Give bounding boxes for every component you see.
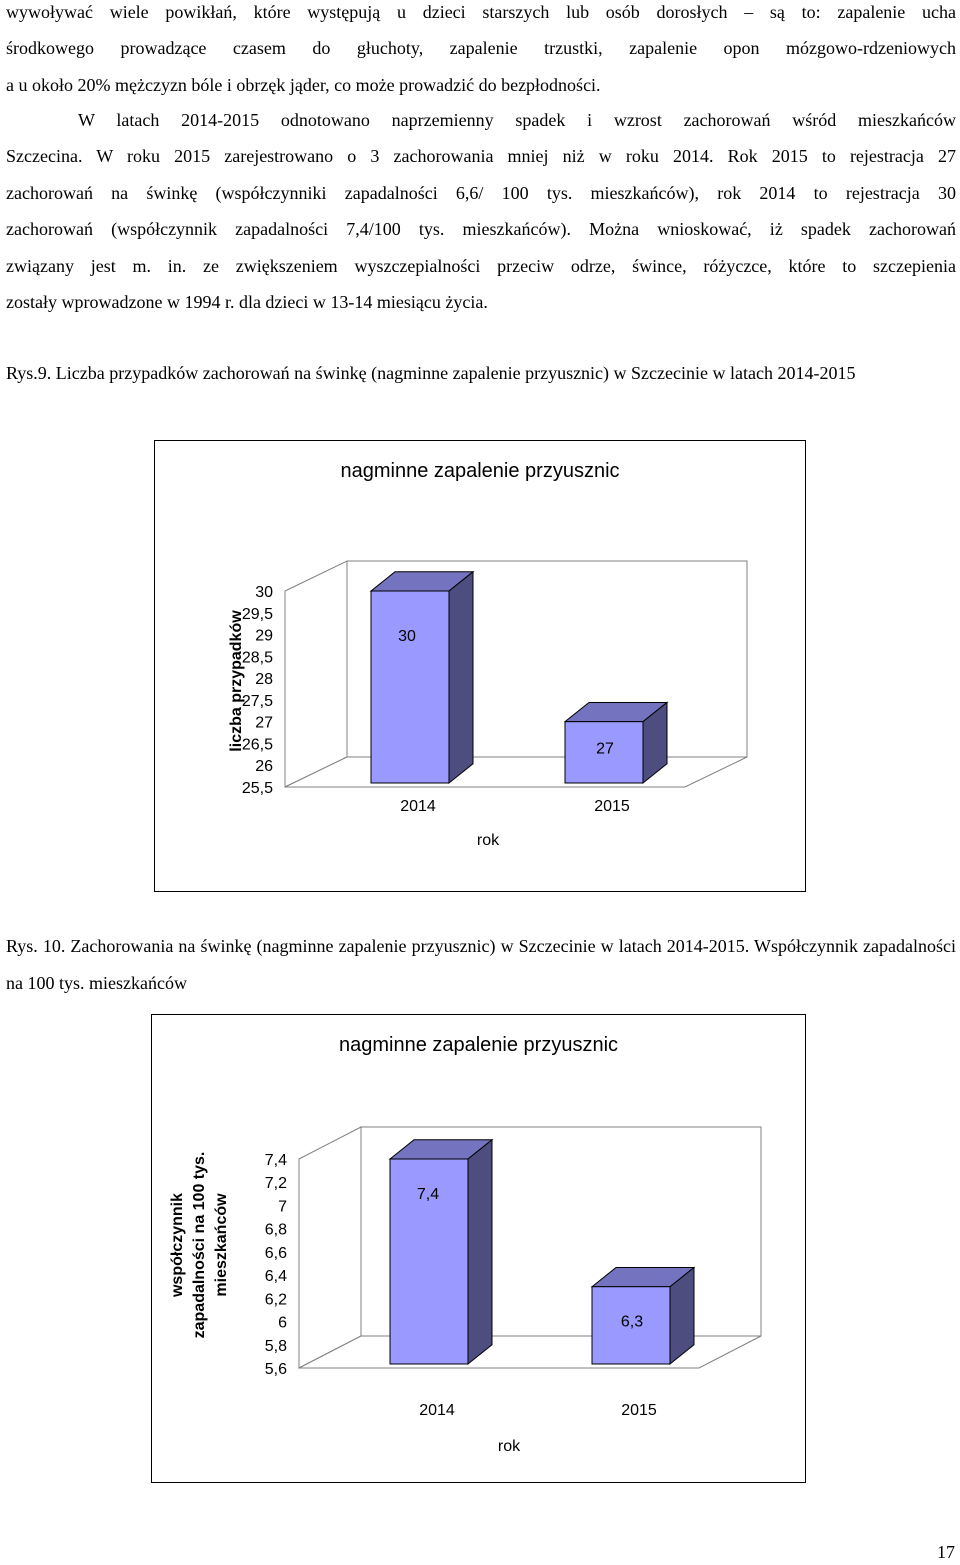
text-line: a u około 20% mężczyzn bóle i obrzęk jąder, co może prowadzić do bezpłodności.	[6, 74, 601, 95]
y-tick-label: 7,4	[264, 1152, 287, 1169]
y-axis-label: zapadalności na 100 tys.	[191, 1151, 208, 1339]
bar-side	[449, 572, 473, 783]
chart-floor	[285, 757, 747, 787]
chart-svg	[152, 1015, 805, 1482]
y-tick-label: 25,5	[241, 780, 273, 797]
chart-incidence-rate	[151, 1014, 806, 1483]
figure-caption-10: Rys. 10. Zachorowania na świnkę (nagminne zapalenie przyusznic) w Szczecinie w latach 2014-2015. Współczynnik zapadalności na 100 tys. mieszkańców	[6, 936, 956, 993]
data-label: 30	[398, 628, 416, 645]
y-tick-label: 28,5	[241, 649, 273, 667]
y-tick-label: 26,5	[241, 736, 273, 754]
paragraph-complications	[6, 0, 956, 103]
bar-side	[468, 1140, 492, 1364]
data-label: 6,3	[620, 1313, 644, 1331]
x-axis-label: rok	[476, 832, 500, 849]
chart-title: nagminne zapalenie przyusznic	[338, 1034, 619, 1056]
y-tick-label: 6,6	[264, 1244, 287, 1262]
y-axis-label-group	[228, 610, 245, 752]
paragraph-statistics	[6, 102, 956, 320]
y-tick-label: 28	[255, 671, 273, 689]
y-tick-label: 29,5	[241, 605, 273, 623]
page-number: 17	[937, 1542, 955, 1562]
data-label: 27	[596, 740, 614, 758]
x-tick-label: 2014	[400, 798, 436, 815]
text-line: Szczecina. W roku 2015 zarejestrowano o 3 zachorowania mniej niż w roku 2014. Rok 2015 to rejestracja 27	[6, 146, 956, 167]
chart-svg	[155, 441, 805, 891]
x-axis-label: rok	[497, 1438, 521, 1455]
text-line: związany jest m. in. ze zwiększeniem wyszczepialności przeciw odrze, śwince, różyczce, które to szczepienia	[6, 255, 956, 276]
text-line: zachorowań na świnkę (współczynniki zapadalności 6,6/ 100 tys. mieszkańców), rok 2014 to rejestracja 30	[6, 182, 956, 203]
y-axis-label: mieszkańców	[213, 1193, 230, 1297]
y-tick-label: 6,2	[264, 1291, 287, 1309]
data-label: 7,4	[416, 1186, 440, 1203]
text-line: wywoływać wiele powikłań, które występują u dzieci starszych lub osób dorosłych – są to: zapalenie ucha	[6, 2, 956, 22]
y-tick-label: 27,5	[241, 692, 273, 710]
figure-caption-9: Rys.9. Liczba przypadków zachorowań na świnkę (nagminne zapalenie przyusznic) w Szczecinie w latach 2014-2015	[6, 363, 856, 383]
chart-title: nagminne zapalenie przyusznic	[340, 460, 620, 482]
y-tick-label: 29	[255, 627, 273, 645]
text-line: środkowego prowadzące czasem do głuchoty, zapalenie trzustki, zapalenie opon mózgowo-rdzeniowych	[6, 38, 956, 59]
y-tick-label: 7	[278, 1198, 287, 1216]
y-tick-label: 27	[255, 714, 273, 732]
x-tick-label: 2015	[621, 1402, 657, 1419]
x-tick-label: 2014	[419, 1402, 455, 1419]
x-tick-label: 2015	[594, 798, 630, 815]
y-axis-label: współczynnik	[169, 1192, 186, 1298]
y-tick-label: 6,4	[264, 1268, 287, 1286]
chart-side-wall	[299, 1127, 361, 1368]
bar-front	[371, 591, 449, 783]
y-tick-label: 30	[255, 584, 273, 601]
y-tick-label: 7,2	[264, 1175, 287, 1193]
y-tick-label: 6,8	[264, 1221, 287, 1239]
text-line: W latach 2014-2015 odnotowano naprzemienny spadek i wzrost zachorowań wśród mieszkańców	[78, 110, 956, 130]
y-tick-label: 5,8	[264, 1337, 287, 1355]
y-axis-label: liczba przypadków	[228, 610, 245, 752]
y-tick-label: 5,6	[264, 1361, 287, 1378]
y-tick-label: 6	[278, 1314, 287, 1332]
text-line: zachorowań (współczynnik zapadalności 7,4/100 tys. mieszkańców). Można wnioskować, iż spadek zachorowań	[6, 219, 956, 240]
y-axis-label-group	[169, 1152, 230, 1339]
text-line: zostały wprowadzone w 1994 r. dla dzieci w 13-14 miesiącu życia.	[6, 292, 488, 313]
chart-cases-count	[154, 440, 806, 892]
chart-side-wall	[285, 561, 347, 787]
y-tick-label: 26	[255, 758, 273, 776]
